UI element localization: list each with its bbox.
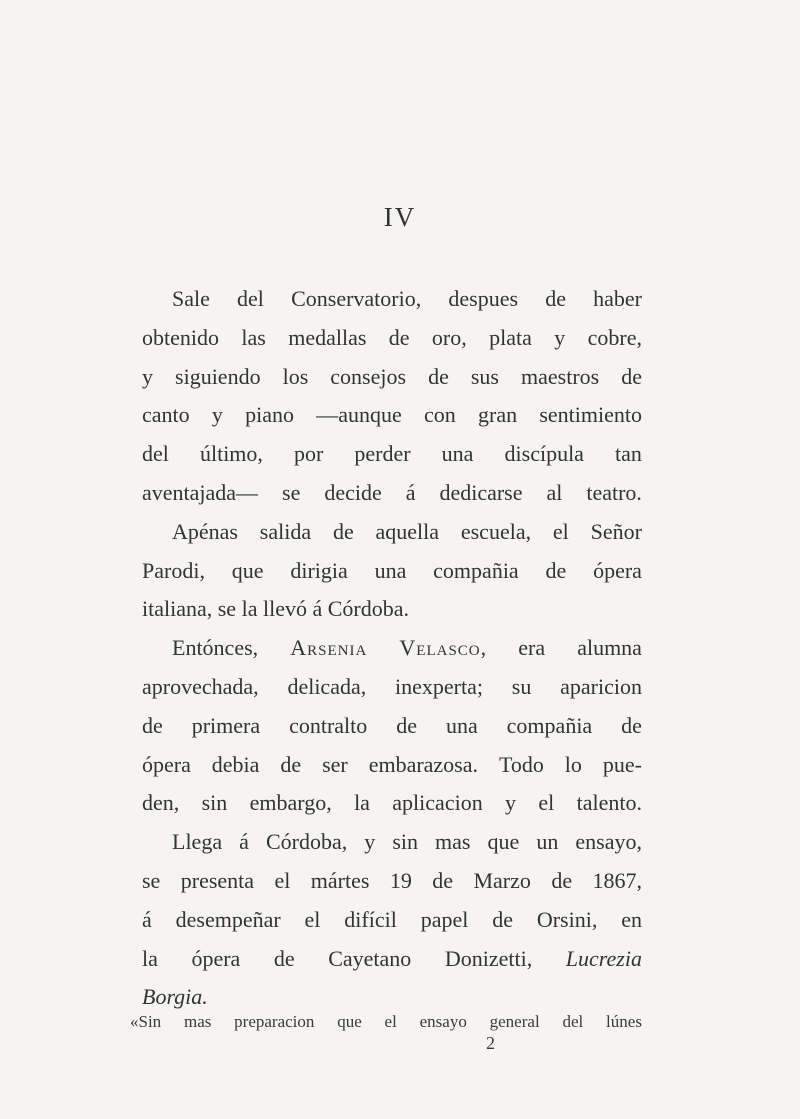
word: papel [420,906,469,932]
word: y [505,790,517,816]
word: que [487,829,520,855]
word: del [142,441,169,467]
word: de [142,712,163,738]
text-line [142,319,642,358]
word: 1867, [592,867,642,893]
word: lúnes [606,1012,642,1031]
text-line [142,358,642,397]
word: de [492,906,513,932]
word: haber [593,286,642,311]
word: á [142,906,152,932]
word: desempeñar [175,906,281,932]
word: último, [199,441,263,467]
word: tan [615,441,642,467]
word: Borgia. [142,984,208,1010]
word: discípula [504,441,584,467]
word: el [274,867,291,893]
text-line [142,940,642,979]
text-line [142,435,642,474]
word: se [282,479,301,505]
word: la [142,945,158,971]
catchline [130,1012,642,1032]
word: de [273,945,295,971]
word: piano [245,402,295,428]
word: el [304,906,321,932]
word: una [441,441,474,467]
word: ensayo, [575,829,642,855]
text-line [142,823,642,862]
word: aparicion [560,673,642,699]
word: Cayetano [328,945,412,971]
word: italiana, [142,596,213,622]
word: de [621,712,642,738]
word: y [211,402,223,428]
word: siguiendo [175,363,261,389]
word: plata [489,324,532,350]
word: den, [142,790,180,816]
word: Entónces, [172,635,259,661]
word: sin [392,829,418,855]
word: se [217,596,237,622]
page-number: 2 [486,1033,495,1053]
text-line [142,590,642,629]
word: su [511,673,532,699]
word: canto [142,402,190,428]
word: Parodi, [142,557,205,583]
word: Marzo [473,867,531,893]
word: Señor [590,518,642,544]
word: ensayo [419,1012,467,1031]
word: presenta [180,867,255,893]
word: sin [201,790,228,816]
word: debia [211,751,260,777]
word: salida [259,518,312,544]
word: difícil [344,906,397,932]
word: del [237,286,264,311]
body-text [142,280,642,1017]
word: lo [564,751,582,777]
word: el [538,790,555,816]
word: pue- [602,751,642,777]
text-line [142,474,642,513]
text-line [142,629,642,668]
word: mas [435,829,471,855]
word: un [536,829,559,855]
text-line [142,784,642,823]
text-line [142,513,642,552]
word: aplicacion [392,790,483,816]
word: se [142,867,161,893]
text-line [142,280,642,319]
word: embarazosa. [368,751,479,777]
word: consejos [330,363,407,389]
word: ópera [142,751,191,777]
text-line [142,901,642,940]
word: mas [183,1012,212,1031]
word: preparacion [234,1012,315,1031]
word: el [552,518,569,544]
word: la [354,790,370,816]
word: medallas [288,324,367,350]
word: de [428,363,449,389]
word: de [388,324,410,350]
text-line [142,746,642,785]
word: alumna [577,635,642,661]
text-line [142,396,642,435]
word: en [621,906,642,932]
word: sus [470,363,499,389]
word: y [364,829,376,855]
word: decide [324,479,382,505]
chapter-heading: IV [383,202,417,232]
word: ser [322,751,348,777]
word: y [142,363,153,389]
word: dirigia [290,557,348,583]
word: una [374,557,407,583]
word: Velasco, [399,635,487,661]
word: el [384,1012,397,1031]
word: era [518,635,546,661]
word: que [337,1012,362,1031]
word: de [332,518,354,544]
word: Todo [498,751,544,777]
word: —aunque [316,402,402,428]
word: talento. [576,790,642,816]
word: perder [354,441,411,467]
word: Conservatorio, [291,286,422,311]
word: la [241,596,258,622]
word: Llega [172,829,223,855]
word: mártes [310,867,370,893]
word: embargo, [249,790,332,816]
word: que [231,557,264,583]
word: contralto [289,712,368,738]
word: del [562,1012,584,1031]
word: de [545,286,566,311]
word: y [554,324,566,350]
word: ópera [191,945,241,971]
word: Córdoba. [327,596,409,622]
word: al [546,479,563,505]
word: de [551,867,573,893]
word: delicada, [287,673,367,699]
word: á [239,829,249,855]
word: Arsenia [290,635,368,661]
word: primera [191,712,261,738]
text-line [142,707,642,746]
word: dedicarse [439,479,523,505]
word: por [294,441,324,467]
word: Orsini, [536,906,598,932]
word: «Sin [130,1012,162,1031]
word: maestros [521,363,600,389]
word: aprovechada, [142,673,259,699]
word: á [312,596,323,622]
word: los [282,363,309,389]
word: obtenido [142,324,219,350]
word: despues [448,286,519,311]
text-line [142,668,642,707]
word: de [432,867,454,893]
word: á [405,479,416,505]
word: compañia [433,557,519,583]
word: Donizetti, [444,945,533,971]
word: teatro. [586,479,642,505]
word: una [445,712,478,738]
word: cobre, [587,324,642,350]
text-line [142,862,642,901]
word: Sale [172,286,210,311]
word: 19 [389,867,412,893]
word: inexperta; [395,673,483,699]
word: de [280,751,302,777]
word: sentimiento [539,402,642,428]
word: de [396,712,417,738]
word: las [241,324,266,350]
word: Apénas [172,518,238,544]
word: Lucrezia [565,945,642,971]
word: oro, [431,324,467,350]
word: gran [478,402,518,428]
word: de [545,557,567,583]
word: general [489,1012,540,1031]
word: aquella [375,518,440,544]
word: ópera [593,557,642,583]
text-line [142,552,642,591]
word: de [621,363,642,389]
word: llevó [262,596,307,622]
word: aventajada— [142,479,259,505]
word: Córdoba, [265,829,348,855]
word: escuela, [460,518,532,544]
word: con [424,402,456,428]
word: compañia [506,712,593,738]
